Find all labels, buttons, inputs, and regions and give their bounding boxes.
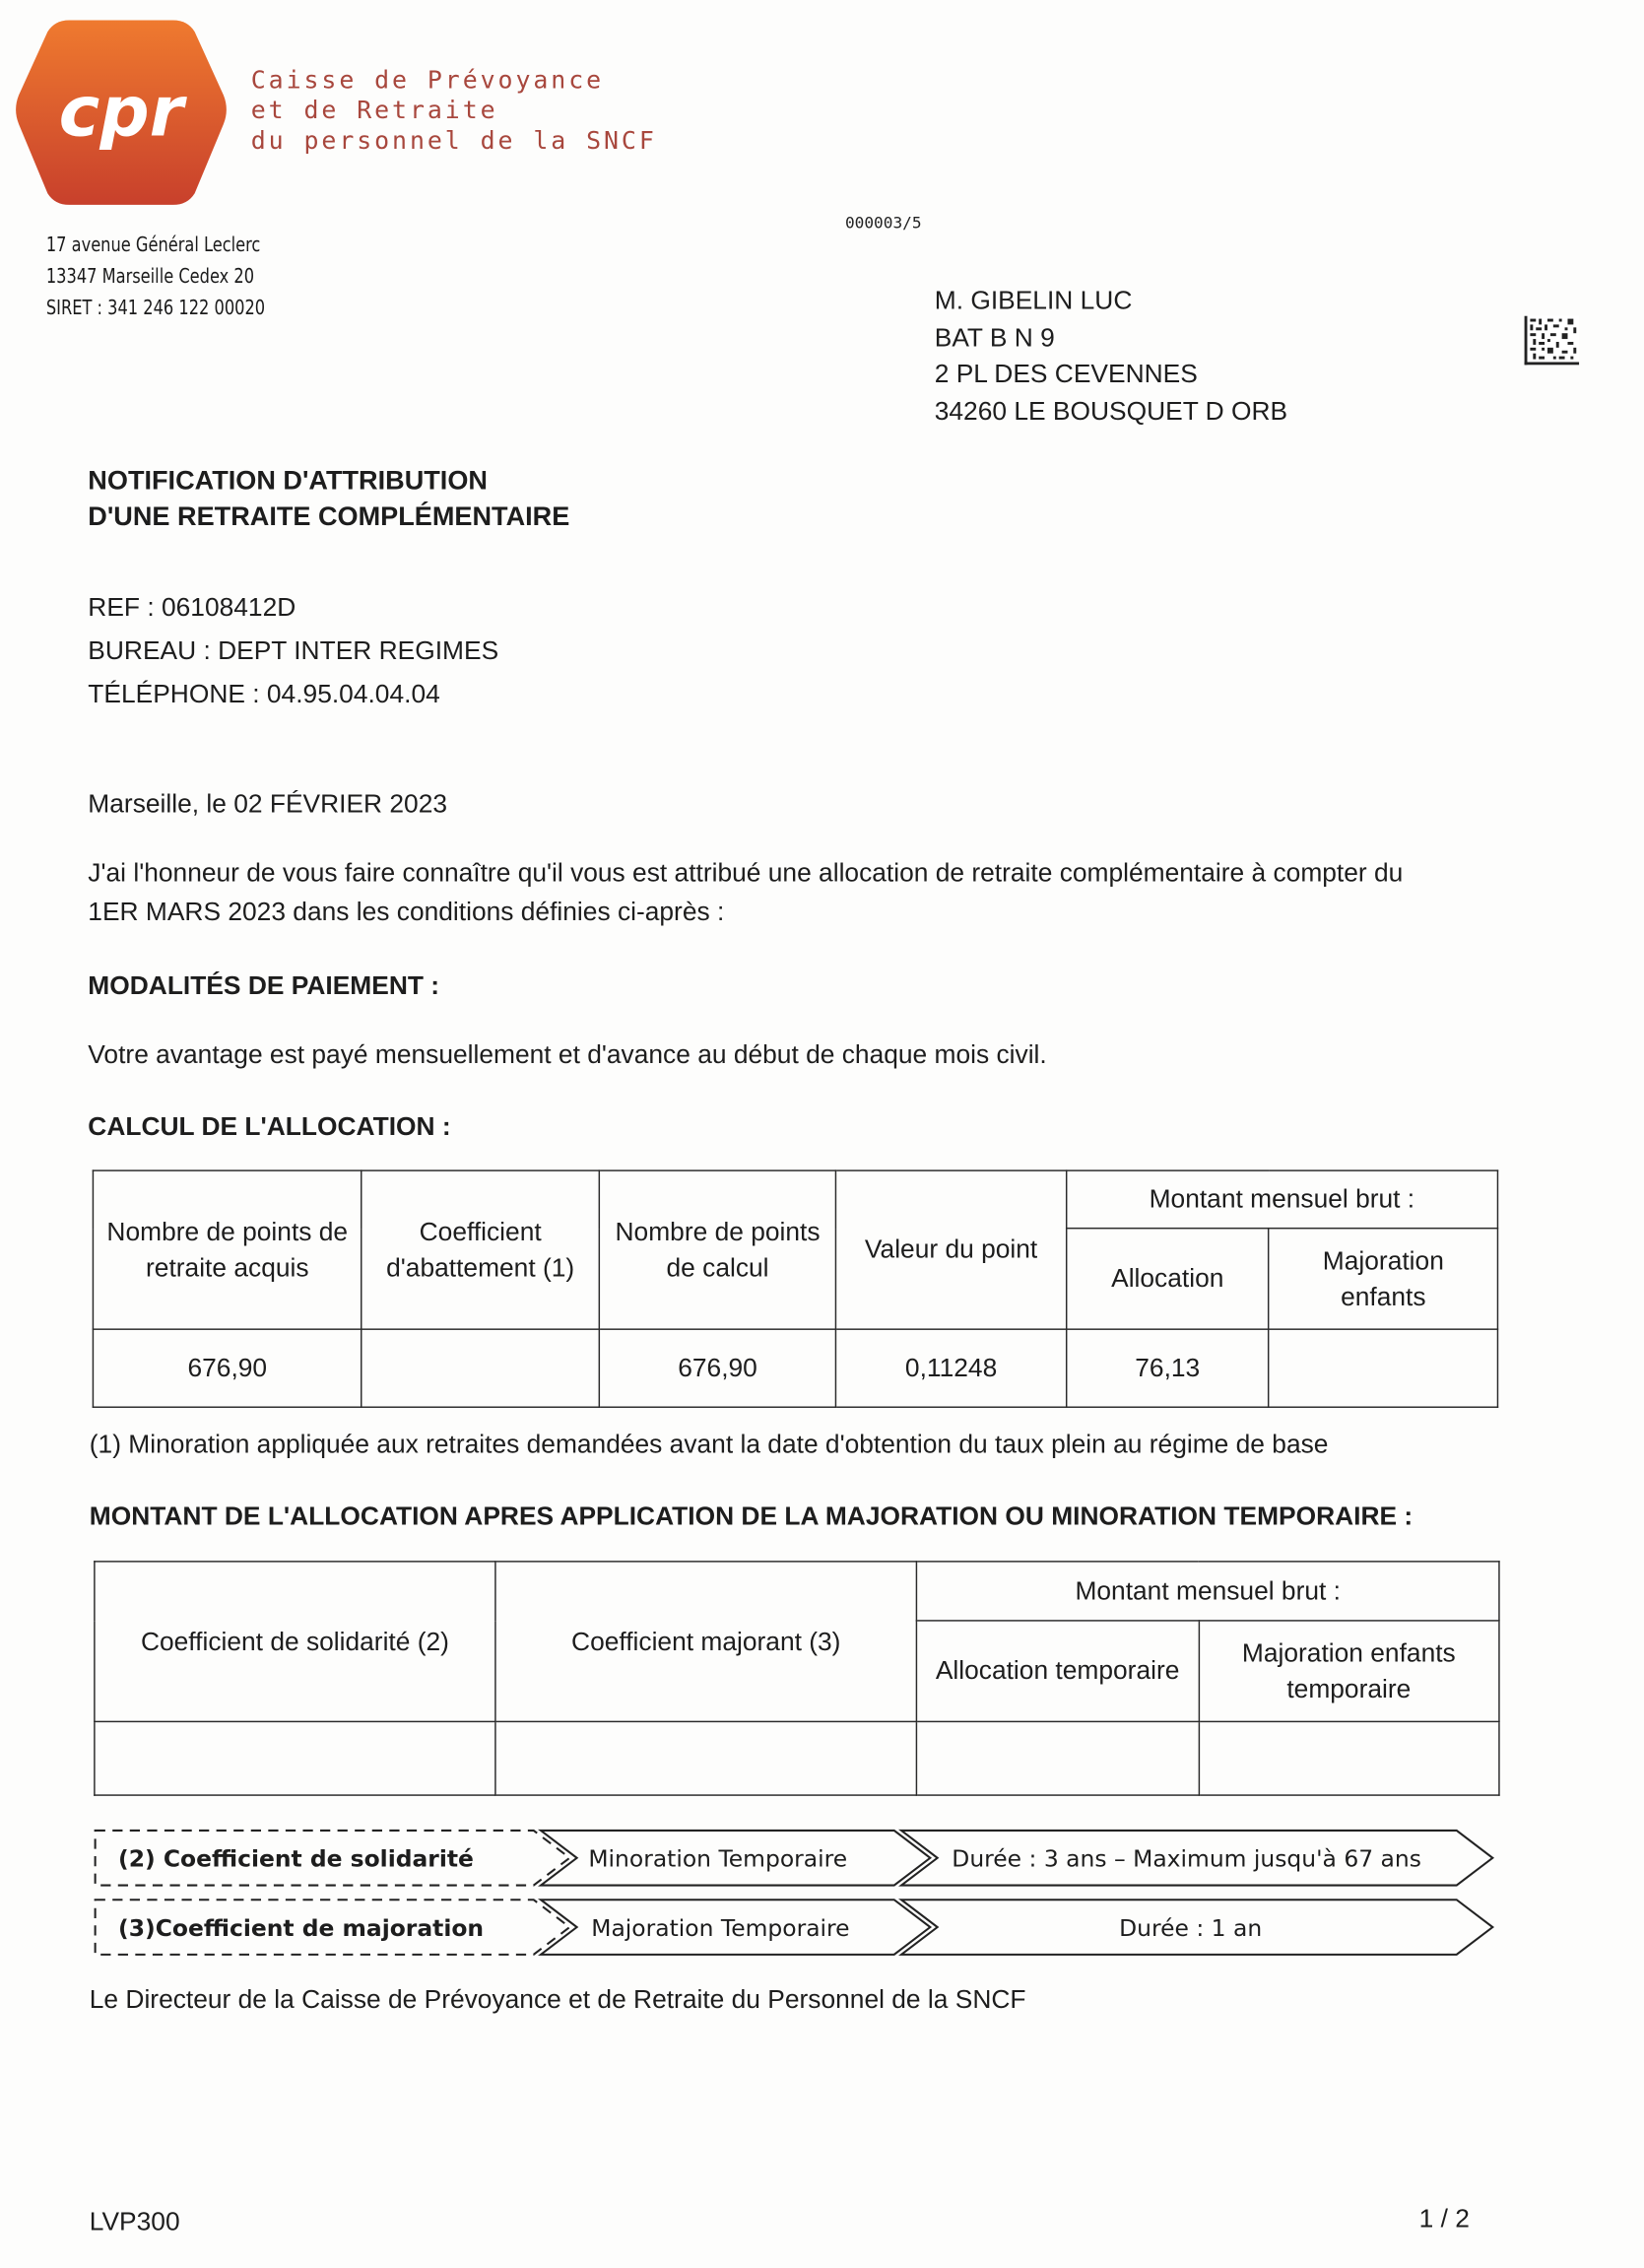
recipient-line-3: 2 PL DES CEVENNES xyxy=(934,359,1198,388)
recipient-line-2: BAT B N 9 xyxy=(934,322,1055,352)
legend-row1-type: Minoration Temporaire xyxy=(588,1844,848,1873)
sender-siret: SIRET : 341 246 122 00020 xyxy=(45,297,266,321)
telephone: TÉLÉPHONE : 04.95.04.04.04 xyxy=(88,679,440,708)
header-coefficient-abattement: Coefficient d'abattement (1) xyxy=(362,1170,599,1329)
header-allocation-temporaire: Allocation temporaire xyxy=(917,1621,1199,1721)
header-montant-mensuel-temp: Montant mensuel brut : xyxy=(917,1562,1499,1621)
payment-text: Votre avantage est payé mensuellement et d'avance au début de chaque mois civil. xyxy=(88,1039,1047,1069)
reference-block xyxy=(88,585,498,715)
intro-paragraph xyxy=(88,854,1403,932)
recipient-line-4: 34260 LE BOUSQUET D ORB xyxy=(934,395,1288,426)
header-valeur-point: Valeur du point xyxy=(836,1170,1066,1329)
cell-majoration-enfants xyxy=(1269,1329,1497,1407)
cell-majoration-enfants-temporaire xyxy=(1199,1721,1499,1795)
letter-date: Marseille, le 02 FÉVRIER 2023 xyxy=(88,788,448,819)
org-name xyxy=(251,66,657,157)
cell-valeur-point: 0,11248 xyxy=(836,1329,1066,1407)
legend-row1-label: (2) Coefficient de solidarité xyxy=(118,1844,474,1873)
header-majoration-enfants-temporaire: Majoration enfants temporaire xyxy=(1199,1621,1499,1721)
cell-allocation: 76,13 xyxy=(1066,1329,1269,1407)
recipient-address xyxy=(935,283,1287,430)
sender-city: 13347 Marseille Cedex 20 xyxy=(45,265,255,289)
logo-text: cpr xyxy=(58,71,184,153)
legend-row1-duration: Durée : 3 ans – Maximum jusqu'à 67 ans xyxy=(952,1844,1421,1873)
document-code: 000003/5 xyxy=(844,213,922,233)
legend-row2-label: (3)Coefficient de majoration xyxy=(118,1913,485,1942)
page-number: 1 / 2 xyxy=(1418,2204,1470,2234)
header-montant-mensuel: Montant mensuel brut : xyxy=(1066,1170,1497,1229)
cell-points-calcul: 676,90 xyxy=(599,1329,836,1407)
header-coefficient-solidarite: Coefficient de solidarité (2) xyxy=(95,1562,495,1722)
intro-line-1: J'ai l'honneur de vous faire connaître qu'il vous est attribué une allocation de retraite complémentaire à compter du xyxy=(88,858,1404,888)
legend-row2-type: Majoration Temporaire xyxy=(591,1913,850,1942)
title-line-1: NOTIFICATION D'ATTRIBUTION xyxy=(88,464,488,496)
calculation-table xyxy=(93,1169,1498,1408)
org-line-3: du personnel de la SNCF xyxy=(250,126,657,157)
document-title xyxy=(88,462,569,534)
header-points-calcul: Nombre de points de calcul xyxy=(599,1170,836,1329)
cpr-logo xyxy=(12,15,231,211)
recipient-name: M. GIBELIN LUC xyxy=(934,285,1133,315)
sender-street: 17 avenue Général Leclerc xyxy=(45,233,261,257)
sender-address xyxy=(46,230,265,325)
temporary-table xyxy=(94,1561,1499,1796)
intro-line-2: 1ER MARS 2023 dans les conditions définies ci-après : xyxy=(88,897,725,926)
cell-allocation-temporaire xyxy=(917,1721,1199,1795)
footnote-1: (1) Minoration appliquée aux retraites demandées avant la date d'obtention du taux plein au régime de base xyxy=(89,1429,1329,1459)
coefficient-legend xyxy=(87,1824,1514,1968)
header-allocation: Allocation xyxy=(1066,1229,1269,1329)
cell-coefficient-majorant xyxy=(495,1721,916,1795)
legend-row2-duration: Durée : 1 an xyxy=(1119,1913,1263,1942)
org-line-2: et de Retraite xyxy=(250,97,498,126)
datamatrix-code-icon xyxy=(1525,316,1580,366)
reference-number: REF : 06108412D xyxy=(88,592,296,623)
header-coefficient-majorant: Coefficient majorant (3) xyxy=(495,1562,916,1722)
calculation-heading: CALCUL DE L'ALLOCATION : xyxy=(88,1111,451,1142)
org-line-1: Caisse de Prévoyance xyxy=(250,66,605,96)
title-line-2: D'UNE RETRAITE COMPLÉMENTAIRE xyxy=(88,500,570,531)
cell-coefficient-abattement xyxy=(362,1329,599,1407)
footer-code: LVP300 xyxy=(89,2207,180,2236)
cell-points-acquis: 676,90 xyxy=(93,1329,362,1407)
bureau: BUREAU : DEPT INTER REGIMES xyxy=(88,635,499,665)
cell-coefficient-solidarite xyxy=(95,1721,495,1795)
header-majoration-enfants: Majoration enfants xyxy=(1269,1229,1497,1329)
header-points-acquis: Nombre de points de retraite acquis xyxy=(93,1170,362,1329)
payment-heading: MODALITÉS DE PAIEMENT : xyxy=(88,970,440,1000)
temporary-heading: MONTANT DE L'ALLOCATION APRES APPLICATION DE LA MAJORATION OU MINORATION TEMPORAIRE : xyxy=(89,1501,1414,1531)
signature-line: Le Directeur de la Caisse de Prévoyance et de Retraite du Personnel de la SNCF xyxy=(89,1984,1026,2014)
